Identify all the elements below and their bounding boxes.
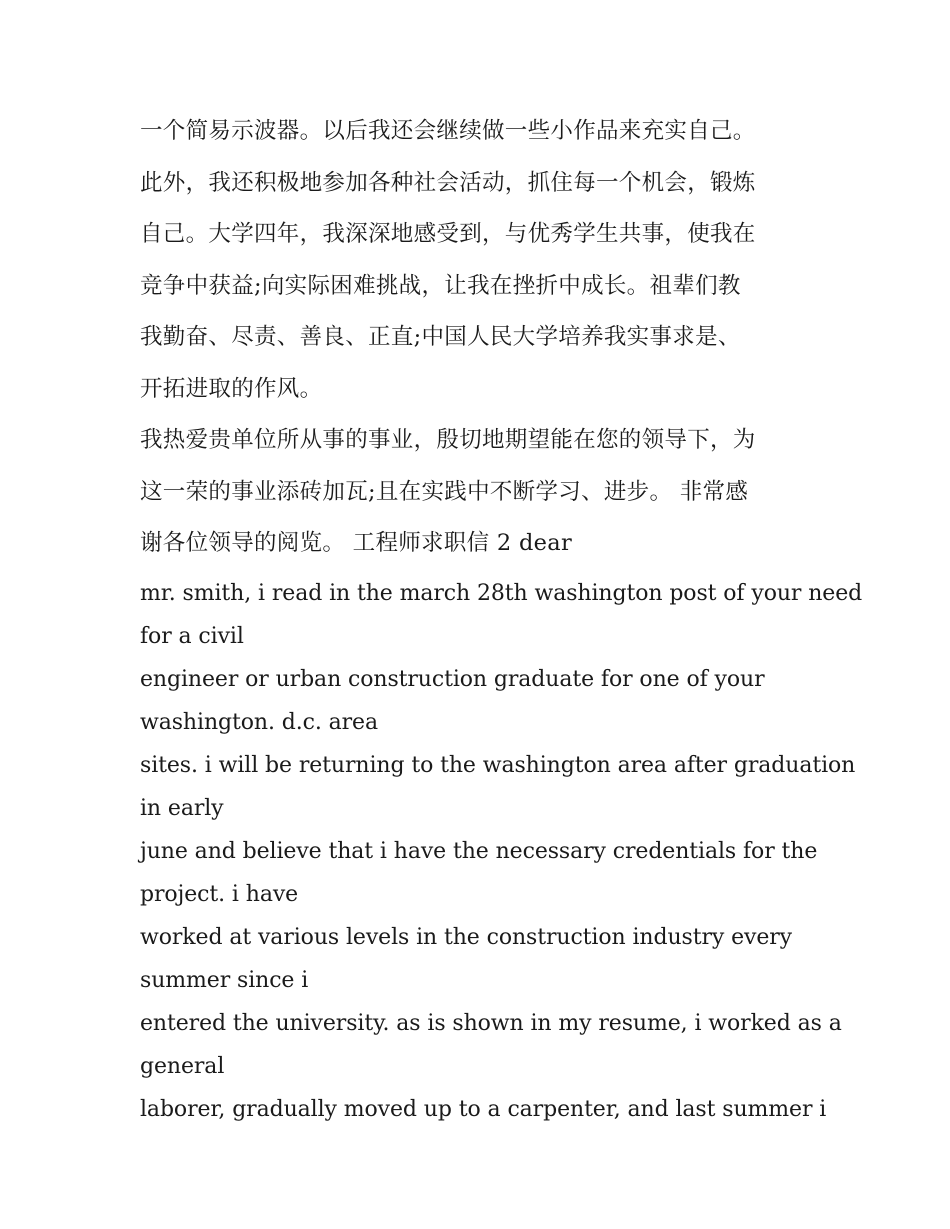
text-line: 我热爱贵单位所从事的事业，殷切地期望能在您的领导下，为 [140,427,756,453]
text-line: 一个简易示波器。以后我还会继续做一些小作品来充实自己。 [140,118,756,144]
text-line: sites. i will be returning to the washington area after graduation [140,752,856,778]
text-line: project. i have [140,881,299,907]
paragraph-zh-1 [140,106,820,415]
text-line: 我勤奋、尽责、善良、正直;中国人民大学培养我实事求是、 [140,324,741,350]
text-line: 自己。大学四年，我深深地感受到，与优秀学生共事，使我在 [140,221,756,247]
text-line: general [140,1053,225,1079]
text-line: worked at various levels in the construction industry every [140,924,793,950]
text-line: engineer or urban construction graduate for one of your [140,666,765,692]
text-line: 此外，我还积极地参加各种社会活动，抓住每一个机会，锻炼 [140,169,756,196]
text-line: in early [140,795,224,821]
paragraph-zh-2 [140,415,820,570]
text-line: 谢各位领导的阅览。 工程师求职信 2 dear [140,530,573,556]
text-line: summer since i [140,967,309,993]
text-line: 这一荣的事业添砖加瓦;且在实践中不断学习、进步。 非常感 [140,478,749,505]
text-line: entered the university. as is shown in my resume, i worked as a [140,1010,842,1036]
text-line: june and believe that i have the necessary credentials for the [140,838,818,864]
text-line: 竞争中获益;向实际困难挑战，让我在挫折中成长。祖辈们教 [140,272,741,299]
text-line: laborer, gradually moved up to a carpenter, and last summer i [140,1096,827,1122]
text-line: washington. d.c. area [140,709,378,735]
document-body [140,106,863,1131]
text-line: for a civil [140,623,244,649]
text-line: 开拓进取的作风。 [140,375,323,402]
text-line: mr. smith, i read in the march 28th washington post of your need [140,580,863,606]
paragraph-en-letter [140,572,863,1131]
